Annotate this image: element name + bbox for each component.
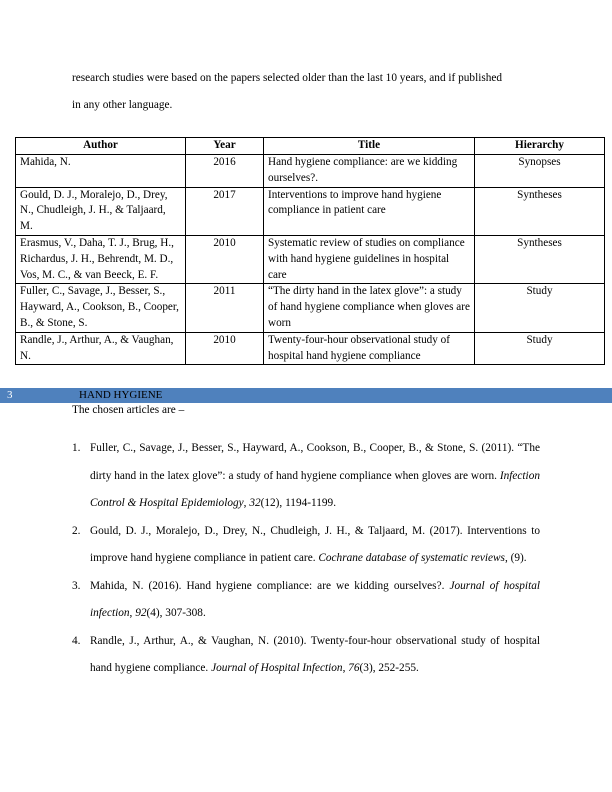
cell-year: 2011 bbox=[186, 284, 264, 332]
reference-pages: (3), 252-255. bbox=[359, 662, 419, 674]
reference-text: Fuller, C., Savage, J., Besser, S., Hayward, A., Cookson, B., Cooper, B., & Stone, S. (2011). “The dirty hand in the latex glove”: a study of hand hygiene compliance when gloves are worn. bbox=[90, 442, 540, 482]
intro-line-2: in any other language. bbox=[72, 99, 173, 111]
header-author: Author bbox=[16, 138, 186, 155]
cell-year: 2016 bbox=[186, 155, 264, 188]
list-item bbox=[72, 628, 540, 683]
reference-number: 2. bbox=[72, 524, 81, 537]
reference-pages: (4), 307-308. bbox=[146, 607, 206, 619]
cell-author: Randle, J., Arthur, A., & Vaughan, N. bbox=[16, 332, 186, 365]
list-item bbox=[72, 518, 540, 573]
reference-list bbox=[72, 435, 540, 683]
header-title: Title bbox=[264, 138, 475, 155]
cell-title: “The dirty hand in the latex glove”: a study of hand hygiene compliance when gloves are worn bbox=[264, 284, 475, 332]
table-header-row bbox=[16, 138, 605, 155]
reference-sep: , bbox=[342, 662, 349, 674]
table-row bbox=[16, 284, 605, 332]
reference-sep: , bbox=[504, 552, 511, 564]
cell-author: Mahida, N. bbox=[16, 155, 186, 188]
reference-sep: , bbox=[129, 607, 136, 619]
cell-author: Erasmus, V., Daha, T. J., Brug, H., Richardus, J. H., Behrendt, M. D., Vos, M. C., & van Beeck, E. F. bbox=[16, 235, 186, 283]
reference-sep: , bbox=[243, 497, 250, 509]
reference-volume: 92 bbox=[135, 607, 147, 619]
cell-year: 2010 bbox=[186, 235, 264, 283]
reference-journal: Journal of hospital infection bbox=[90, 579, 540, 619]
reference-number: 1. bbox=[72, 442, 81, 454]
intro-line-1: research studies were based on the papers selected older than the last 10 years, and if published bbox=[72, 72, 503, 84]
reference-journal: Cochrane database of systematic reviews bbox=[318, 552, 505, 564]
reference-text: Randle, J., Arthur, A., & Vaughan, N. (2010). Twenty-four-hour observational study of hospital hand hygiene compliance. bbox=[90, 634, 540, 674]
cell-year: 2017 bbox=[186, 187, 264, 235]
cell-author: Fuller, C., Savage, J., Besser, S., Hayward, A., Cookson, B., Cooper, B., & Stone, S. bbox=[16, 284, 186, 332]
list-item bbox=[72, 435, 540, 518]
running-title: HAND HYGIENE bbox=[79, 389, 163, 401]
cell-hierarchy: Syntheses bbox=[475, 187, 605, 235]
cell-author: Gould, D. J., Moralejo, D., Drey, N., Chudleigh, J. H., & Taljaard, M. bbox=[16, 187, 186, 235]
reference-journal: Infection Control & Hospital Epidemiology bbox=[90, 469, 540, 509]
reference-volume: 32 bbox=[249, 497, 261, 509]
cell-title: Twenty-four-hour observational study of hospital hand hygiene compliance bbox=[264, 332, 475, 365]
table-row bbox=[16, 235, 605, 283]
page-header-band bbox=[0, 388, 612, 403]
reference-number: 3. bbox=[72, 579, 81, 592]
header-year: Year bbox=[186, 138, 264, 155]
reference-journal: Journal of Hospital Infection bbox=[211, 662, 343, 674]
table-row bbox=[16, 187, 605, 235]
reference-volume: 76 bbox=[348, 662, 360, 674]
reference-text: Mahida, N. (2016). Hand hygiene compliance: are we kidding ourselves?. bbox=[90, 579, 450, 592]
literature-table bbox=[15, 137, 605, 365]
page-number: 3 bbox=[7, 389, 13, 401]
cell-hierarchy: Syntheses bbox=[475, 235, 605, 283]
reference-pages: (9). bbox=[510, 552, 527, 564]
header-hierarchy: Hierarchy bbox=[475, 138, 605, 155]
intro-paragraph bbox=[72, 65, 540, 119]
cell-title: Hand hygiene compliance: are we kidding ourselves?. bbox=[264, 155, 475, 188]
cell-year: 2010 bbox=[186, 332, 264, 365]
reference-text: Gould, D. J., Moralejo, D., Drey, N., Chudleigh, J. H., & Taljaard, M. (2017). Interventions to improve hand hygiene compliance in patient care. bbox=[90, 524, 540, 564]
list-item bbox=[72, 573, 540, 628]
cell-title: Systematic review of studies on compliance with hand hygiene guidelines in hospital care bbox=[264, 235, 475, 283]
table-row bbox=[16, 155, 605, 188]
reference-pages: (12), 1194-1199. bbox=[260, 497, 337, 509]
chosen-articles-intro: The chosen articles are – bbox=[72, 404, 185, 416]
cell-hierarchy: Study bbox=[475, 284, 605, 332]
cell-hierarchy: Study bbox=[475, 332, 605, 365]
table-row bbox=[16, 332, 605, 365]
reference-number: 4. bbox=[72, 634, 81, 647]
cell-hierarchy: Synopses bbox=[475, 155, 605, 188]
cell-title: Interventions to improve hand hygiene compliance in patient care bbox=[264, 187, 475, 235]
